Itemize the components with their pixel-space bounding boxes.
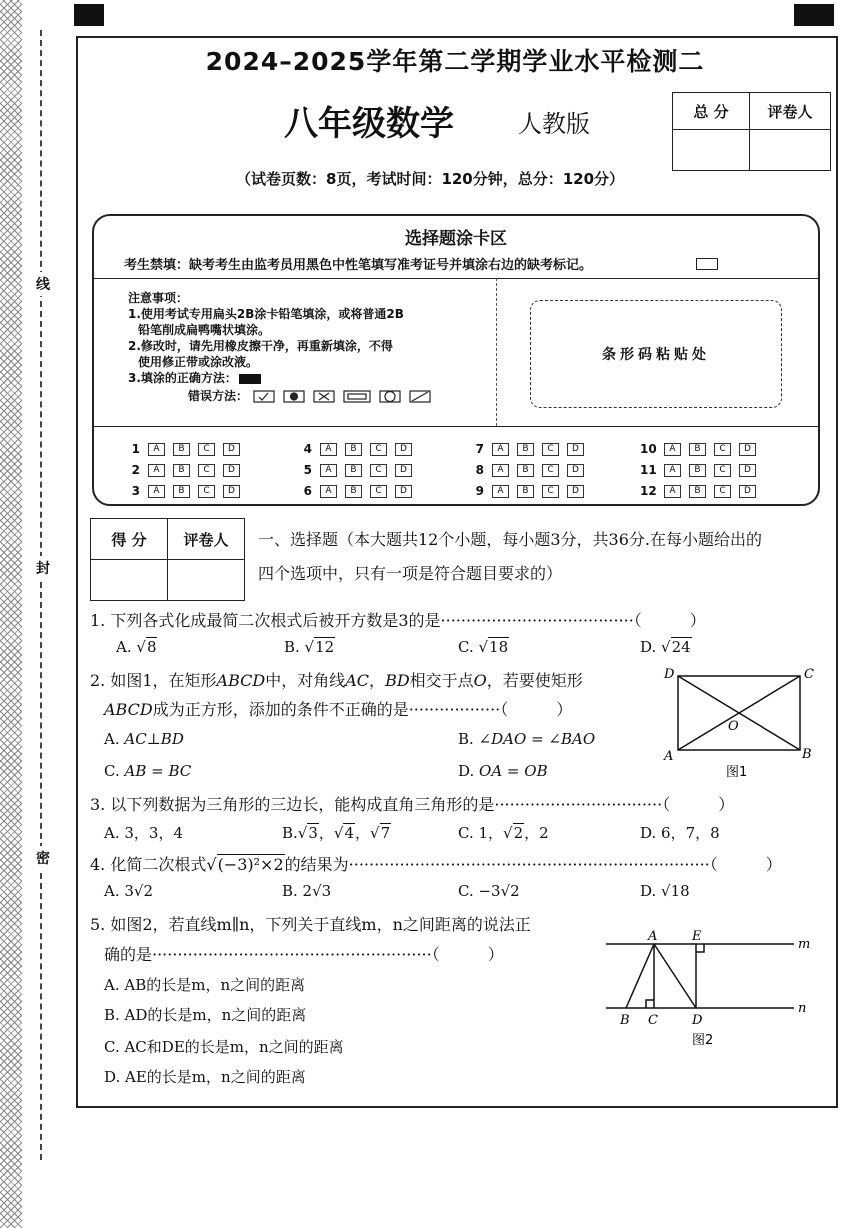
score-total-cell[interactable] (673, 130, 750, 171)
answer-bubble-d[interactable]: D (395, 464, 412, 477)
q1-option-c[interactable]: C. √18 (458, 638, 509, 656)
answer-bubble-c[interactable]: C (714, 464, 731, 477)
section-score-header: 得 分 (91, 519, 168, 560)
answer-bubble-c[interactable]: C (542, 464, 559, 477)
answer-bubble-a[interactable]: A (148, 443, 165, 456)
q2-option-c[interactable]: C. AB = BC (104, 762, 192, 780)
section-score-table (90, 518, 245, 601)
svg-text:B: B (620, 1013, 630, 1028)
answer-bubble-d[interactable]: D (739, 464, 756, 477)
answer-row (640, 442, 756, 456)
q5-stem-cont: 确的是·······················································（ ） (104, 945, 504, 964)
answer-bubble-b[interactable]: B (345, 485, 362, 498)
q3-option-b[interactable]: B.√3，√4，√7 (282, 824, 391, 842)
exam-subject: 八年级数学 (284, 104, 454, 144)
svg-text:D: D (692, 1013, 703, 1028)
q1-option-a[interactable]: A. √8 (116, 638, 157, 656)
q5-stem: 5. 如图2，若直线m∥n，下列关于直线m，n之间距离的说法正 (90, 915, 531, 934)
q4-option-c[interactable]: C. −3√2 (458, 882, 520, 900)
corner-mark-right (794, 4, 834, 26)
q2-option-b[interactable]: B. ∠DAO = ∠BAO (458, 730, 596, 748)
answer-bubble-b[interactable]: B (345, 443, 362, 456)
answer-row (468, 463, 584, 477)
answer-bubble-d[interactable]: D (567, 443, 584, 456)
answer-bubble-b[interactable]: B (689, 443, 706, 456)
q2-option-d[interactable]: D. OA = OB (458, 762, 548, 780)
section1-heading: 一、选择题（本大题共12个小题，每小题3分，共36分.在每小题给出的 (258, 530, 762, 549)
q1-option-d[interactable]: D. √24 (640, 638, 691, 656)
answer-bubble-d[interactable]: D (223, 464, 240, 477)
answer-question-number: 11 (640, 463, 657, 477)
answer-question-number: 6 (303, 484, 312, 498)
q3-option-c[interactable]: C. 1，√2，2 (458, 824, 549, 842)
answer-question-number: 4 (303, 442, 312, 456)
answer-bubble-a[interactable]: A (320, 485, 337, 498)
answer-bubble-a[interactable]: A (664, 464, 681, 477)
answer-bubble-b[interactable]: B (345, 464, 362, 477)
answer-card (92, 214, 820, 506)
q4-option-b[interactable]: B. 2√3 (282, 882, 332, 900)
answer-question-number: 12 (640, 484, 657, 498)
answer-bubble-d[interactable]: D (567, 464, 584, 477)
answer-bubble-a[interactable]: A (320, 443, 337, 456)
wrong-methods-row (128, 388, 452, 404)
binding-strip (0, 0, 22, 1228)
answer-card-title: 选择题涂卡区 (405, 229, 507, 249)
answer-bubble-c[interactable]: C (370, 443, 387, 456)
q3-option-d[interactable]: D. 6，7，8 (640, 824, 720, 842)
answer-bubble-b[interactable]: B (689, 464, 706, 477)
section1-heading-cont: 四个选项中，只有一项是符合题目要求的） (258, 564, 563, 583)
answer-bubble-c[interactable]: C (714, 443, 731, 456)
figure-1-rectangle (660, 664, 820, 782)
svg-text:E: E (692, 929, 702, 944)
figure-1-caption: 图1 (726, 765, 748, 780)
answer-bubble-c[interactable]: C (198, 485, 215, 498)
q2-option-a[interactable]: A. AC⊥BD (104, 730, 184, 748)
svg-text:n: n (798, 1001, 807, 1016)
answer-bubble-c[interactable]: C (542, 485, 559, 498)
q1-stem: 1. 下列各式化成最简二次根式后被开方数是3的是······································（ ） (90, 611, 706, 630)
fig1-label-a: A (664, 749, 674, 764)
q3-option-a[interactable]: A. 3，3，4 (104, 824, 183, 842)
answer-bubble-c[interactable]: C (542, 443, 559, 456)
answer-question-number: 8 (475, 463, 484, 477)
score-grader-header: 评卷人 (750, 93, 831, 130)
binding-dashed-line (40, 30, 42, 1160)
answer-row (640, 463, 756, 477)
answer-bubble-a[interactable]: A (320, 464, 337, 477)
q5-option-b[interactable]: B. AD的长是m，n之间的距离 (104, 1006, 307, 1024)
answer-bubble-d[interactable]: D (739, 485, 756, 498)
answer-bubble-d[interactable]: D (395, 443, 412, 456)
figure-2-caption: 图2 (692, 1033, 714, 1048)
note-line: 3.填涂的正确方法： (128, 370, 452, 386)
answer-bubble-c[interactable]: C (370, 485, 387, 498)
answer-bubble-d[interactable]: D (395, 485, 412, 498)
answer-bubble-b[interactable]: B (517, 485, 534, 498)
answer-question-number: 10 (640, 442, 657, 456)
score-grader-cell[interactable] (750, 130, 831, 171)
binding-line-char: 线 (36, 272, 50, 296)
score-total-header: 总 分 (673, 93, 750, 130)
answer-bubble-a[interactable]: A (664, 485, 681, 498)
answer-question-number: 2 (131, 463, 140, 477)
answer-bubble-d[interactable]: D (739, 443, 756, 456)
binding-secret-char: 密 (36, 846, 50, 870)
q2-stem: 2. 如图1，在矩形ABCD中，对角线AC，BD相交于点O，若要使矩形 (90, 671, 583, 690)
card-divider-vertical (496, 278, 497, 426)
svg-text:C: C (648, 1013, 658, 1028)
answer-bubble-c[interactable]: C (198, 464, 215, 477)
svg-text:A: A (648, 929, 658, 944)
q5-option-d[interactable]: D. AE的长是m，n之间的距离 (104, 1068, 306, 1086)
fig1-label-c: C (804, 667, 814, 682)
fig1-label-o: O (728, 719, 739, 734)
answer-bubble-b[interactable]: B (517, 464, 534, 477)
answer-bubble-b[interactable]: B (173, 443, 190, 456)
card-divider-top (94, 278, 818, 279)
exam-edition: 人教版 (518, 110, 590, 138)
answer-bubble-b[interactable]: B (173, 464, 190, 477)
section-grader-header: 评卷人 (168, 519, 245, 560)
correct-fill-example (239, 374, 261, 384)
answer-bubble-d[interactable]: D (567, 485, 584, 498)
answer-row (296, 463, 412, 477)
answer-row (296, 484, 412, 498)
q4-stem: 4. 化简二次根式√(−3)²×2的结果为·······································································（ ） (90, 855, 782, 874)
answer-bubble-a[interactable]: A (148, 464, 165, 477)
corner-mark-left (74, 4, 104, 26)
answer-row (640, 484, 756, 498)
card-divider-bottom (94, 426, 818, 427)
answer-question-number: 3 (131, 484, 140, 498)
answer-bubble-a[interactable]: A (492, 443, 509, 456)
answer-question-number: 5 (303, 463, 312, 477)
note-line: 铅笔削成扁鸭嘴状填涂。 (138, 323, 271, 337)
q3-stem: 3. 以下列数据为三角形的三边长，能构成直角三角形的是·································（ ） (90, 795, 735, 814)
binding-seal-char: 封 (36, 556, 50, 580)
answer-row (124, 484, 240, 498)
answer-question-number: 7 (475, 442, 484, 456)
absent-mark-box[interactable] (696, 258, 718, 270)
notes-title: 注意事项： (128, 291, 189, 305)
answer-question-number: 9 (475, 484, 484, 498)
answer-bubble-d[interactable]: D (223, 485, 240, 498)
q4-option-a[interactable]: A. 3√2 (104, 882, 154, 900)
answer-bubble-a[interactable]: A (664, 443, 681, 456)
answer-row (296, 442, 412, 456)
barcode-area: 条形码粘贴处 (530, 300, 782, 408)
wrong-methods-label: 错误方法： (188, 389, 249, 403)
answer-bubble-a[interactable]: A (148, 485, 165, 498)
note-line: 1.使用考试专用扁头2B涂卡铅笔填涂，或将普通2B (128, 307, 404, 321)
answer-bubble-b[interactable]: B (689, 485, 706, 498)
q5-option-c[interactable]: C. AC和DE的长是m，n之间的距离 (104, 1038, 344, 1056)
answer-bubble-b[interactable]: B (517, 443, 534, 456)
absent-notice: 考生禁填：缺考考生由监考员用黑色中性笔填写准考证号并填涂右边的缺考标记。 (124, 258, 593, 273)
answer-row (468, 484, 584, 498)
q5-option-a[interactable]: A. AB的长是m，n之间的距离 (104, 976, 306, 994)
fig1-label-b: B (802, 747, 812, 762)
note-line: 2.修改时，请先用橡皮擦干净，再重新填涂，不得 (128, 339, 393, 353)
answer-bubble-b[interactable]: B (173, 485, 190, 498)
answer-row (124, 442, 240, 456)
answer-question-number: 1 (131, 442, 140, 456)
q2-stem-cont: ABCD成为正方形，添加的条件不正确的是··················（ ） (104, 700, 573, 719)
score-table (672, 92, 831, 171)
note-line: 使用修正带或涂改液。 (138, 355, 259, 369)
section-grader-cell[interactable] (168, 560, 245, 601)
section-score-cell[interactable] (91, 560, 168, 601)
q1-option-b[interactable]: B. √12 (284, 638, 335, 656)
notes-block (128, 290, 452, 404)
svg-text:m: m (798, 937, 811, 952)
exam-title: 2024–2025学年第二学期学业水平检测二 (205, 47, 705, 76)
answer-bubble-a[interactable]: A (492, 485, 509, 498)
figure-2-parallel-lines (598, 926, 818, 1052)
answer-bubble-c[interactable]: C (198, 443, 215, 456)
answer-bubble-a[interactable]: A (492, 464, 509, 477)
answer-row (124, 463, 240, 477)
wrong-fill-examples (252, 390, 452, 404)
answer-row (468, 442, 584, 456)
q4-option-d[interactable]: D. √18 (640, 882, 690, 900)
exam-info: （试卷页数：8页，考试时间：120分钟，总分：120分） (236, 170, 625, 188)
fig1-label-d: D (664, 667, 675, 682)
answer-bubble-d[interactable]: D (223, 443, 240, 456)
answer-bubble-c[interactable]: C (714, 485, 731, 498)
answer-bubble-c[interactable]: C (370, 464, 387, 477)
